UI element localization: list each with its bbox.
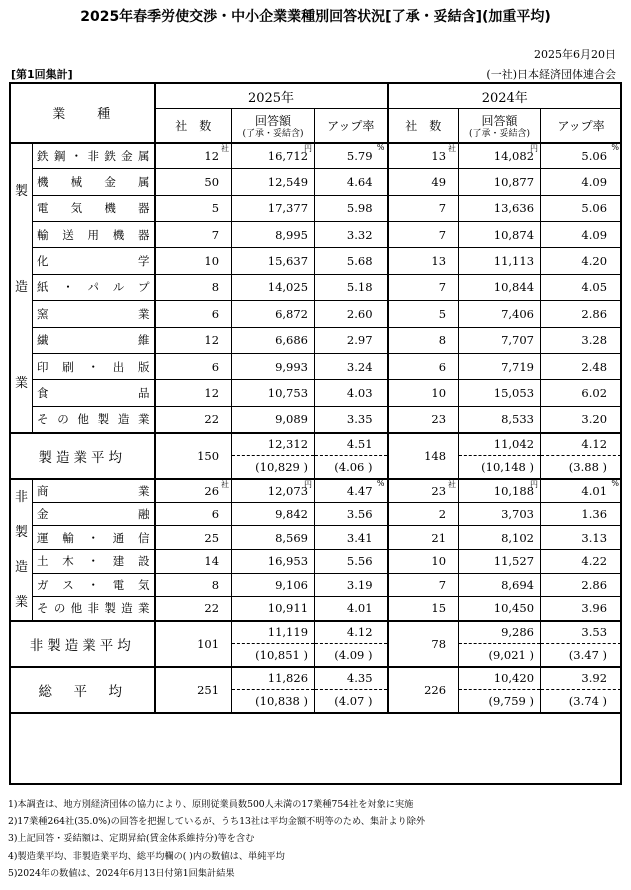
amount-2025: 17,377: [267, 201, 309, 216]
amount-2025: 12,312: [267, 437, 309, 452]
simple-amount-2024: (10,148 ): [481, 459, 535, 474]
rate-2024: 3.28: [581, 333, 608, 348]
amount-2025: 10,911: [267, 601, 309, 616]
header-companies-2024: 社 数: [388, 109, 459, 143]
companies-2025: 12: [204, 148, 220, 163]
amount-2025: 8,995: [275, 227, 309, 242]
companies-2025: 50: [204, 175, 220, 190]
companies-2024: 49: [431, 175, 447, 190]
unit-mark: 社: [448, 479, 457, 489]
companies-2024: 7: [438, 577, 447, 592]
industry-name-text: 輸 送 用 機 器: [37, 227, 150, 242]
unit-mark: 社: [221, 479, 230, 489]
amount-2024: 9,286: [501, 625, 535, 640]
amount-2025: 6,686: [275, 333, 309, 348]
amount-2024: 14,082: [493, 148, 535, 163]
unit-mark: 円: [530, 143, 539, 153]
group-label-char: 製: [14, 183, 28, 199]
note-2: 2)17業種264社(35.0%)の回答を把握しているが、うち13社は平均金額不明等のため、集計より除外: [8, 816, 426, 828]
unit-mark: 社: [221, 143, 230, 153]
rate-2025: 3.24: [346, 359, 373, 374]
simple-rate-2024: (3.88 ): [568, 459, 608, 474]
simple-amount-2025: (10,829 ): [255, 459, 309, 474]
note-1: 1)本調査は、地方別経済団体の協力により、原則従業員数500人未満の17業種754社を対象に実施: [8, 799, 414, 810]
amount-2025: 16,712: [267, 148, 309, 163]
simple-amount-2025: (10,851 ): [255, 647, 309, 662]
amount-2024: 10,877: [493, 175, 535, 190]
companies-2024: 8: [438, 333, 447, 348]
industry-name-text: そ の 他 製 造 業: [37, 412, 150, 427]
rate-2024: 3.53: [581, 625, 608, 640]
rate-2025: 4.12: [346, 625, 373, 640]
rate-2024: 3.96: [581, 601, 608, 616]
rate-2024: 4.01: [581, 483, 608, 498]
amount-2024: 8,533: [501, 412, 535, 427]
rate-2025: 4.01: [346, 601, 373, 616]
companies-2024: 7: [438, 201, 447, 216]
industry-name-text: そ の 他 非 製 造 業: [37, 601, 150, 616]
companies-2025: 251: [197, 682, 220, 697]
unit-mark: 円: [304, 143, 313, 153]
amount-2025: 12,073: [267, 483, 309, 498]
amount-2025: 9,106: [275, 577, 309, 592]
industry-name-text: 化 学: [37, 254, 150, 269]
rate-2025: 4.64: [346, 175, 373, 190]
rate-2025: 5.79: [346, 148, 373, 163]
amount-2024: 7,406: [501, 306, 535, 321]
companies-2024: 15: [431, 601, 447, 616]
industry-name-text: 商 業: [37, 483, 150, 498]
companies-2025: 10: [204, 254, 220, 269]
header-rate-2025: アップ率: [315, 109, 388, 143]
table-frame: [9, 82, 622, 785]
amount-2025: 16,953: [267, 554, 309, 569]
companies-2025: 5: [211, 201, 220, 216]
rate-2025: 4.47: [346, 483, 373, 498]
amount-2024: 3,703: [501, 506, 535, 521]
header-amount-sub: (了承・妥結含): [469, 128, 531, 139]
header-year-2025: 2025年: [155, 84, 388, 109]
amount-2025: 9,089: [275, 412, 309, 427]
group-label-char: 製: [14, 524, 28, 540]
amount-2024: 8,102: [501, 530, 535, 545]
simple-amount-2024: (9,021 ): [488, 647, 535, 662]
companies-2025: 25: [204, 530, 220, 545]
unit-mark: 円: [530, 479, 539, 489]
companies-2025: 6: [211, 359, 220, 374]
section-label: [第1回集計]: [11, 68, 73, 81]
simple-amount-2025: (10,838 ): [255, 693, 309, 708]
industry-name-text: 機 械 金 属: [37, 175, 150, 190]
simple-rate-2025: (4.07 ): [334, 693, 373, 708]
amount-2024: 10,188: [493, 483, 535, 498]
companies-2024: 10: [431, 385, 447, 400]
companies-2024: 6: [438, 359, 447, 374]
industry-name-text: 電 気 機 器: [37, 201, 150, 216]
rate-2025: 4.03: [346, 385, 373, 400]
rate-2024: 2.48: [581, 359, 608, 374]
industry-name-text: 食 品: [37, 385, 150, 400]
companies-2025: 101: [197, 636, 220, 651]
rate-2024: 2.86: [581, 577, 608, 592]
amount-2025: 10,753: [267, 385, 309, 400]
amount-2024: 7,707: [501, 333, 535, 348]
simple-rate-2025: (4.06 ): [334, 459, 373, 474]
industry-name-text: 窯 業: [37, 306, 150, 321]
organization-name: (一社)日本経済団体連合会: [486, 68, 616, 81]
amount-2024: 11,042: [493, 437, 535, 452]
companies-2025: 26: [204, 483, 220, 498]
note-4: 4)製造業平均、非製造業平均、総平均欄の( )内の数値は、単純平均: [8, 850, 285, 862]
amount-2024: 10,874: [493, 227, 535, 242]
rate-2025: 2.97: [346, 333, 373, 348]
header-industry: 業 種: [11, 84, 155, 143]
rate-2024: 4.22: [581, 554, 608, 569]
companies-2025: 6: [211, 306, 220, 321]
rate-2024: 3.20: [581, 412, 608, 427]
group-label-char: 造: [14, 279, 28, 295]
rate-2025: 3.41: [346, 530, 373, 545]
companies-2025: 8: [211, 577, 220, 592]
rate-2025: 5.68: [346, 254, 373, 269]
rate-2024: 3.13: [581, 530, 608, 545]
amount-2025: 12,549: [267, 175, 309, 190]
amount-2024: 10,420: [493, 671, 535, 686]
companies-2025: 12: [204, 385, 220, 400]
rate-2024: 4.12: [581, 437, 608, 452]
rate-2025: 3.32: [346, 227, 373, 242]
rate-2025: 5.98: [346, 201, 373, 216]
amount-2024: 11,113: [493, 254, 535, 269]
amount-2025: 14,025: [267, 280, 309, 295]
group-label-char: 造: [14, 559, 28, 575]
rate-2024: 1.36: [581, 506, 608, 521]
page-title: 2025年春季労使交渉・中小企業業種別回答状況[了承・妥結含](加重平均): [80, 9, 551, 25]
header-year-2024: 2024年: [388, 84, 622, 109]
rate-2025: 5.56: [346, 554, 373, 569]
rate-2024: 4.09: [581, 175, 608, 190]
unit-mark: %: [376, 478, 385, 488]
industry-name-text: 繊 維: [37, 333, 150, 348]
rate-2024: 2.86: [581, 306, 608, 321]
companies-2025: 14: [204, 554, 220, 569]
amount-2024: 15,053: [493, 385, 535, 400]
publish-date: 2025年6月20日: [534, 48, 616, 61]
amount-2025: 9,842: [275, 506, 309, 521]
unit-mark: %: [611, 142, 620, 152]
group-label-char: 業: [14, 594, 28, 610]
industry-name-text: 運 輸 ・ 通 信: [37, 530, 150, 545]
amount-2025: 8,569: [275, 530, 309, 545]
rate-2024: 5.06: [581, 201, 608, 216]
rate-2025: 5.18: [346, 280, 373, 295]
companies-2024: 13: [431, 148, 447, 163]
companies-2025: 8: [211, 280, 220, 295]
companies-2025: 22: [204, 601, 220, 616]
amount-2024: 10,844: [493, 280, 535, 295]
note-3: 3)上記回答・妥結額は、定期昇給(賃金体系維持分)等を含む: [8, 833, 255, 845]
header-amount-label: 回答額: [481, 113, 518, 128]
amount-2025: 15,637: [267, 254, 309, 269]
companies-2024: 2: [438, 506, 447, 521]
group-label-char: 業: [14, 375, 28, 391]
rate-2025: 4.51: [346, 437, 373, 452]
companies-2025: 6: [211, 506, 220, 521]
amount-2025: 11,826: [267, 671, 309, 686]
rate-2025: 3.35: [346, 412, 373, 427]
industry-name-text: 土 木 ・ 建 設: [37, 554, 150, 569]
header-rate-2024: アップ率: [541, 109, 622, 143]
companies-2025: 7: [211, 227, 220, 242]
rate-2024: 3.92: [581, 671, 608, 686]
header-companies-2025: 社 数: [155, 109, 232, 143]
rate-2024: 5.06: [581, 148, 608, 163]
companies-2025: 22: [204, 412, 220, 427]
rate-2024: 6.02: [581, 385, 608, 400]
companies-2024: 21: [431, 530, 447, 545]
simple-rate-2024: (3.47 ): [568, 647, 608, 662]
industry-name-text: ガ ス ・ 電 気: [37, 577, 150, 592]
simple-rate-2024: (3.74 ): [568, 693, 608, 708]
amount-2025: 9,993: [275, 359, 309, 374]
companies-2024: 7: [438, 280, 447, 295]
non-manufacturing-avg-label: 非製造業平均: [11, 621, 155, 667]
unit-mark: %: [611, 478, 620, 488]
industry-name-text: 金 融: [37, 506, 150, 521]
amount-2024: 10,450: [493, 601, 535, 616]
rate-2024: 4.20: [581, 254, 608, 269]
amount-2024: 11,527: [493, 554, 535, 569]
industry-name-text: 鉄 鋼 ・ 非 鉄 金 属: [37, 148, 150, 163]
rate-2025: 3.19: [346, 577, 373, 592]
amount-2024: 13,636: [493, 201, 535, 216]
companies-2025: 150: [197, 448, 220, 463]
companies-2024: 148: [424, 448, 447, 463]
notes: [8, 796, 425, 882]
companies-2024: 78: [431, 636, 447, 651]
header-amount-sub: (了承・妥結含): [242, 128, 304, 139]
companies-2024: 226: [424, 682, 447, 697]
industry-name-text: 印 刷 ・ 出 版: [37, 359, 150, 374]
companies-2024: 7: [438, 227, 447, 242]
industry-name-text: 紙 ・ パ ル プ: [37, 280, 150, 295]
unit-mark: 円: [304, 479, 313, 489]
manufacturing-avg-label: 製造業平均: [11, 433, 155, 479]
rate-2024: 4.09: [581, 227, 608, 242]
companies-2024: 5: [438, 306, 447, 321]
unit-mark: 社: [448, 143, 457, 153]
companies-2024: 13: [431, 254, 447, 269]
amount-2024: 8,694: [501, 577, 535, 592]
note-5: 5)2024年の数値は、2024年6月13日付第1回集計結果: [8, 867, 235, 879]
rate-2025: 3.56: [346, 506, 373, 521]
companies-2024: 23: [431, 412, 447, 427]
rate-2024: 4.05: [581, 280, 608, 295]
companies-2024: 23: [431, 483, 447, 498]
rate-2025: 2.60: [346, 306, 373, 321]
simple-rate-2025: (4.09 ): [334, 647, 373, 662]
companies-2024: 10: [431, 554, 447, 569]
total-avg-label: 総 平 均: [11, 667, 155, 713]
unit-mark: %: [376, 142, 385, 152]
companies-2025: 12: [204, 333, 220, 348]
simple-amount-2024: (9,759 ): [488, 693, 535, 708]
amount-2024: 7,719: [501, 359, 535, 374]
group-label-char: 非: [14, 489, 28, 505]
amount-2025: 11,119: [267, 625, 309, 640]
amount-2025: 6,872: [275, 306, 309, 321]
header-amount-label: 回答額: [255, 113, 292, 128]
rate-2025: 4.35: [346, 671, 373, 686]
